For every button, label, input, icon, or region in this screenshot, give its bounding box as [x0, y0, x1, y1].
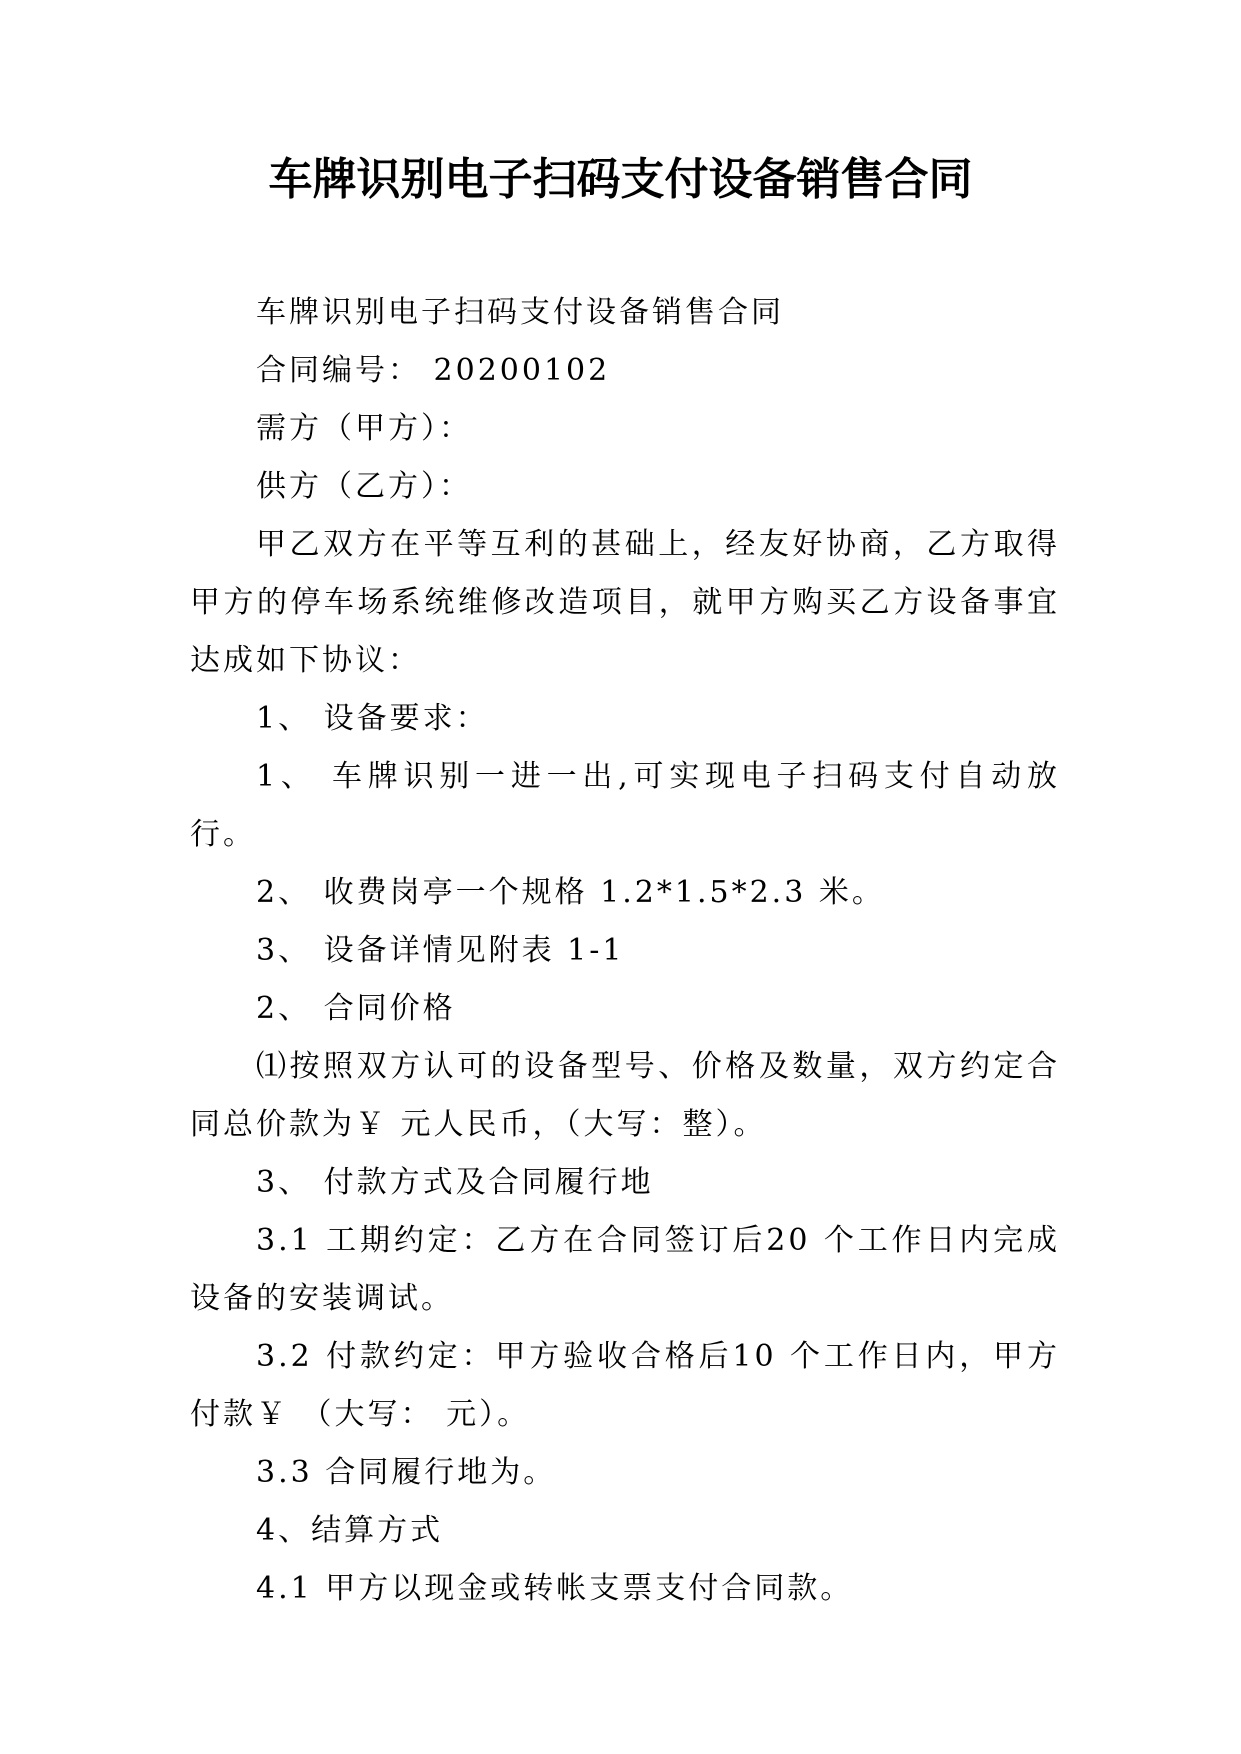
paragraph-party-a: 需方（甲方）：	[256, 411, 472, 446]
document-body	[190, 284, 1060, 1618]
document-title: 车牌识别电子扫码支付设备销售合同	[268, 154, 973, 205]
section-heading-contract-price: 2、 合同价格	[256, 991, 456, 1026]
paragraph-total-price: ⑴按照双方认可的设备型号、价格及数量，双方约定合同总价款为￥ 元人民币，（大写：整）。	[190, 1049, 1060, 1142]
section-heading-settlement: 4、结算方式	[256, 1513, 444, 1548]
list-item-toll-booth: 2、 收费岗亭一个规格 1.2*1.5*2.3 米。	[256, 875, 885, 910]
paragraph-schedule-agreement: 3.1 工期约定：乙方在合同签订后20 个工作日内完成设备的安装调试。	[190, 1223, 1060, 1316]
section-heading-payment-method: 3、 付款方式及合同履行地	[256, 1165, 654, 1200]
paragraph-contract-number: 合同编号： 20200102	[256, 353, 611, 388]
paragraph-contract-name: 车牌识别电子扫码支付设备销售合同	[256, 295, 784, 330]
paragraph-performance-place: 3.3 合同履行地为。	[256, 1455, 557, 1490]
paragraph-preamble: 甲乙双方在平等互利的甚础上，经友好协商，乙方取得甲方的停车场系统维修改造项目，就甲方购买乙方设备事宜达成如下协议：	[190, 527, 1060, 678]
list-item-plate-recognition: 1、 车牌识别一进一出,可实现电子扫码支付自动放行。	[190, 759, 1060, 852]
section-heading-equipment-requirements: 1、 设备要求：	[256, 701, 489, 736]
list-item-equipment-details: 3、 设备详情见附表 1-1	[256, 933, 625, 968]
paragraph-party-b: 供方（乙方）：	[256, 469, 472, 504]
paragraph-payment-agreement: 3.2 付款约定：甲方验收合格后10 个工作日内，甲方付款￥ （大写： 元）。	[190, 1339, 1060, 1432]
paragraph-settlement-method: 4.1 甲方以现金或转帐支票支付合同款。	[256, 1571, 854, 1606]
